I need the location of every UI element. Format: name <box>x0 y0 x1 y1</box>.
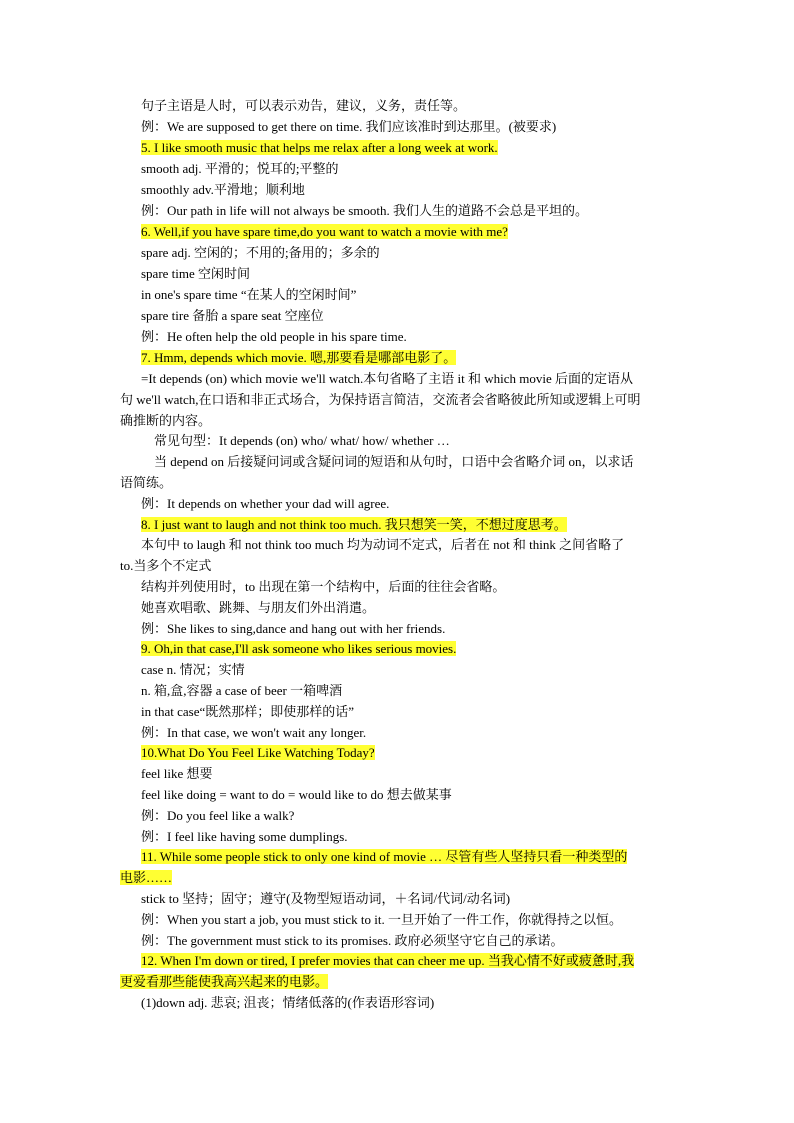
highlighted-sentence: 11. While some people stick to only one kind of movie … 尽管有些人坚持只看一种类型的 <box>141 849 628 864</box>
text-line: 例：Our path in life will not always be smooth. 我们人生的道路不会总是平坦的。 <box>141 203 589 218</box>
text-line: spare time 空闲时间 <box>141 266 251 281</box>
text-line: 她喜欢唱歌、跳舞、与朋友们外出消遣。 <box>141 600 376 615</box>
text-line: 常见句型：It depends (on) who/ what/ how/ whether … <box>154 433 450 448</box>
text-line <box>120 138 680 157</box>
text-line <box>120 951 680 970</box>
highlighted-sentence: 9. Oh,in that case,I'll ask someone who likes serious movies. <box>141 641 457 656</box>
text-line: 当 depend on 后接疑问词或含疑问词的短语和从句时，口语中会省略介词 on，以求话 <box>154 454 634 469</box>
text-line: to.当多个不定式 <box>120 558 212 573</box>
text-line: 例：Do you feel like a walk? <box>141 808 295 823</box>
text-line: 例：It depends on whether your dad will agree. <box>141 496 390 511</box>
text-line: 例：We are supposed to get there on time. 我们应该准时到达那里。(被要求) <box>141 119 557 134</box>
text-line <box>120 348 680 367</box>
text-line: stick to 坚持；固守；遵守(及物型短语动词，＋名词/代词/动名词) <box>141 891 511 906</box>
text-line: 例：She likes to sing,dance and hang out with her friends. <box>141 621 446 636</box>
text-line: in that case“既然那样；即使那样的话” <box>141 704 355 719</box>
highlighted-sentence: 7. Hmm, depends which movie. 嗯,那要看是哪部电影了。 <box>141 350 457 365</box>
highlighted-sentence: 5. I like smooth music that helps me relax after a long week at work. <box>141 140 498 155</box>
text-line: =It depends (on) which movie we'll watch.本句省略了主语 it 和 which movie 后面的定语从 <box>141 371 634 386</box>
text-line: 本句中 to laugh 和 not think too much 均为动词不定式，后者在 not 和 think 之间省略了 <box>141 537 625 552</box>
text-line: n. 箱,盒,容器 a case of beer 一箱啤酒 <box>141 683 343 698</box>
text-line <box>120 868 680 887</box>
text-line: 例：I feel like having some dumplings. <box>141 829 348 844</box>
text-line: 语简练。 <box>120 475 173 490</box>
highlighted-sentence: 12. When I'm down or tired, I prefer movies that can cheer me up. 当我心情不好或疲惫时,我 <box>141 953 635 968</box>
highlighted-sentence: 更爱看那些能使我高兴起来的电影。 <box>120 974 329 989</box>
highlighted-sentence: 10.What Do You Feel Like Watching Today? <box>141 745 375 760</box>
text-line: smooth adj. 平滑的；悦耳的;平整的 <box>141 161 339 176</box>
highlighted-sentence: 电影…… <box>120 870 173 885</box>
text-line: in one's spare time “在某人的空闲时间” <box>141 287 357 302</box>
text-line <box>120 743 680 762</box>
text-line: 例：He often help the old people in his spare time. <box>141 329 407 344</box>
text-line: 结构并列使用时，to 出现在第一个结构中，后面的往往会省略。 <box>141 579 506 594</box>
text-line: 例：In that case, we won't wait any longer. <box>141 725 367 740</box>
text-line: spare tire 备胎 a spare seat 空座位 <box>141 308 324 323</box>
text-line <box>120 639 680 658</box>
text-line: 确推断的内容。 <box>120 413 212 428</box>
text-line: feel like 想要 <box>141 766 213 781</box>
text-line: (1)down adj. 悲哀; 沮丧；情绪低落的(作表语形容词) <box>141 995 435 1010</box>
text-line: 例：When you start a job, you must stick to it. 一旦开始了一件工作，你就得持之以恒。 <box>141 912 622 927</box>
text-line <box>120 972 680 991</box>
text-line: 例：The government must stick to its promises. 政府必须坚守它自己的承诺。 <box>141 933 564 948</box>
text-line <box>120 222 680 241</box>
text-line: 句 we'll watch,在口语和非正式场合，为保持语言简洁，交流者会省略彼此所知或逻辑上可明 <box>120 392 641 407</box>
text-line <box>120 847 680 866</box>
text-line: case n. 情况；实情 <box>141 662 245 677</box>
highlighted-sentence: 6. Well,if you have spare time,do you want to watch a movie with me? <box>141 224 508 239</box>
text-line: 句子主语是人时，可以表示劝告，建议，义务，责任等。 <box>141 98 467 113</box>
text-line: smoothly adv.平滑地；顺利地 <box>141 182 305 197</box>
text-line: feel like doing = want to do = would like to do 想去做某事 <box>141 787 452 802</box>
text-line <box>120 515 680 534</box>
highlighted-sentence: 8. I just want to laugh and not think too much. 我只想笑一笑，不想过度思考。 <box>141 517 567 532</box>
text-line: spare adj. 空闲的；不用的;备用的；多余的 <box>141 245 380 260</box>
